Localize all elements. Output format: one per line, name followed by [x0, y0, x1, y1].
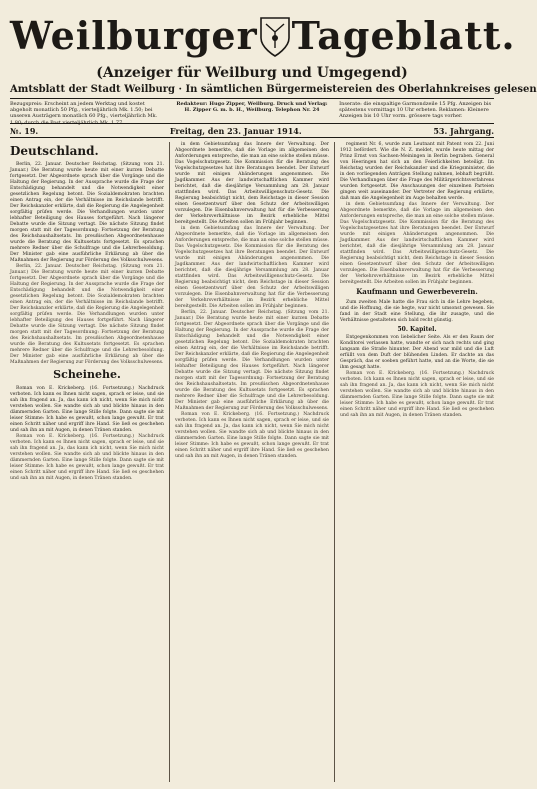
issue-date: Freitag, den 23. Januar 1914. [169, 125, 302, 136]
serial-novel-text: Entgegenkommen von liebelicher Seite. Als er den Raum der Konditorei verlassen hatte, wandte er sich nach rechts und ging langsam die Straße hinunter. Der Abend war mild und die Luft erfüllt von dem Duft der blühenden Linden. Er dachte an das Gespräch, das er soeben geführt hatte, und an die Worte, die sie ihm gesagt hatte. [340, 335, 494, 370]
article-text: Zum zweiten Male hatte die Frau sich in die Lehre begeben, und die Hoffnung, die sie hegte, war nicht umsonst gewesen. Sie fand in der Stadt eine Stellung, die ihr zusagte, und die Verhältnisse gestalteten sich bald recht günstig. [340, 300, 494, 323]
subscription-price: Bezugspreis: Erscheint an jedem Werktag und kostet abgeholt monatlich 50 Pfg., vierteljährlich Mk. 1.50; bei unseren Austrägern monatlich 60 Pfg., vierteljährlich Mk. 1.80; durch die Post vierteljährlich Mk. 1.77 [10, 101, 158, 126]
article-columns [10, 142, 494, 782]
masthead-subtitle: (Anzeiger für Weilburg und Umgegend) [96, 65, 408, 81]
publisher-info: Redakteur: Hugo Zipper, Weilburg. Druck und Verlag: H. Zipper G. m. b. H., Weilburg. Telephon Nr. 24 [176, 101, 328, 114]
article-text: Berlin, 22. Januar. Deutscher Reichstag. (Sitzung vom 21. Januar.) Die Beratung wurde heute mit einer kurzen Debatte fortgesetzt. Der Abgeordnete sprach über die Vorgänge und die Haltung der Regierung. In der Aussprache wurde die Frage der Entschädigung behandelt und die Notwendigkeit einer gesetzlichen Regelung betont. Die Sozialdemokraten brachten einen Antrag ein, der die Verhältnisse im Reichslande betrifft. Der Reichskanzler erklärte, daß die Regierung die Angelegenheit sorgfältig prüfen werde. Die Verhandlungen wurden unter lebhafter Beteiligung des Hauses fortgeführt. Nach längerer Debatte wurde die Sitzung vertagt. Die nächste Sitzung findet morgen statt mit der Tagesordnung: Fortsetzung der Beratung des Reichshaushaltsetats. Im preußischen Abgeordnetenhause wurde die Beratung des Kultusetats fortgesetzt. Es sprachen mehrere Redner über die Schulfrage und die Lehrerbesoldung. Der Minister gab eine ausführliche Erklärung ab über die Maßnahmen der Regierung zur Förderung des Volksschulwesens. [10, 162, 164, 263]
section-heading-feuilleton: Scheinehe. [53, 368, 121, 381]
article-text-continued: in dem Gebietsumfang das Innere der Verwaltung. Der Abgeordnete bemerkte, daß die Vorlage im allgemeinen den Anforderungen entspreche, die man an eine solche stellen müsse. Das Vogelschutzgesetz. Die Kommission für die Beratung des Vogelschutzgesetzes hat ihre Beratungen beendet. Der Entwurf wurde mit einigen Abänderungen angenommen. Die Jagdkammer. Aus der landwirtschaftlichen Kammer wird berichtet, daß die diesjährige Versammlung am 28. Januar stattfinden wird. Das Arbeitswilligenschutz-Gesetz. Die Regierung beabsichtigt nicht, dem Reichstage in dieser Session einen Gesetzentwurf über den Schutz der Arbeitswilligen vorzulegen. Die Eisenbahnverwaltung hat für die Verbesserung der Verkehrsverhältnisse im Bezirk erhebliche Mittel bereitgestellt. Die Arbeiten sollen im Frühjahr beginnen. [340, 202, 494, 285]
article-text: regiment Nr. 6, wurde zum Leutnant mit Patent vom 22. Juni 1912 befördert. Wie die N. Z. meldet, wurde heute mittag der Prinz Ernst von Sachsen-Meiningen in Berlin begraben. General von Heeringen hat sich an den Feierlichkeiten beteiligt. Im Reichstag wurden der Reichskanzler und die Kriegsminister, die in den vorliegenden Anträgen Stellung nahmen, lebhaft begrüßt. Die Verhandlungen über die Frage des Militärgerichtsverfahrens wurden fortgesetzt. Die Anschauungen der einzelnen Parteien gingen weit auseinander. Der Vertreter der Regierung erklärte, daß man die Angelegenheit im Auge behalten werde. [340, 142, 494, 201]
issue-number: №. 19. [10, 125, 39, 136]
masthead-title-right: Tageblatt. [291, 13, 516, 58]
section-heading-deutschland: Deutschland. [10, 144, 99, 158]
volume-number: 53. Jahrgang. [433, 125, 494, 136]
chapter-heading: 50. Kapitel. [397, 326, 437, 333]
column-left [10, 142, 164, 782]
column-middle [175, 142, 329, 782]
article-text: in dem Gebietsumfang das Innere der Verwaltung. Der Abgeordnete bemerkte, daß die Vorlage im allgemeinen den Anforderungen entspreche, die man an eine solche stellen müsse. Das Vogelschutzgesetz. Die Kommission für die Beratung des Vogelschutzgesetzes hat ihre Beratungen beendet. Der Entwurf wurde mit einigen Abänderungen angenommen. Die Jagdkammer. Aus der landwirtschaftlichen Kammer wird berichtet, daß die diesjährige Versammlung am 28. Januar stattfinden wird. Das Arbeitswilligenschutz-Gesetz. Die Regierung beabsichtigt nicht, dem Reichstage in dieser Session einen Gesetzentwurf über den Schutz der Arbeitswilligen vorzulegen. Die Eisenbahnverwaltung hat für die Verbesserung der Verkehrsverhältnisse im Bezirk erhebliche Mittel bereitgestellt. Die Arbeiten sollen im Frühjahr beginnen. [175, 142, 329, 225]
amtsblatt-line: Amtsblatt der Stadt Weilburg · In sämtlichen Bürgermeistereien des Oberlahnkreises gelesen [10, 84, 537, 95]
article-text-continued: Berlin, 22. Januar. Deutscher Reichstag. (Sitzung vom 21. Januar.) Die Beratung wurde heute mit einer kurzen Debatte fortgesetzt. Der Abgeordnete sprach über die Vorgänge und die Haltung der Regierung. In der Aussprache wurde die Frage der Entschädigung behandelt und die Notwendigkeit einer gesetzlichen Regelung betont. Die Sozialdemokraten brachten einen Antrag ein, der die Verhältnisse im Reichslande betrifft. Der Reichskanzler erklärte, daß die Regierung die Angelegenheit sorgfältig prüfen werde. Die Verhandlungen wurden unter lebhafter Beteiligung des Hauses fortgeführt. Nach längerer Debatte wurde die Sitzung vertagt. Die nächste Sitzung findet morgen statt mit der Tagesordnung: Fortsetzung der Beratung des Reichshaushaltsetats. Im preußischen Abgeordnetenhause wurde die Beratung des Kultusetats fortgesetzt. Es sprachen mehrere Redner über die Schulfrage und die Lehrerbesoldung. Der Minister gab eine ausführliche Erklärung ab über die Maßnahmen der Regierung zur Förderung des Volksschulwesens. [10, 264, 164, 365]
masthead [10, 8, 516, 64]
serial-novel-text-continued: Roman von E. Krickeberg. (16. Fortsetzung.) Nachdruck verboten. Ich kann es Ihnen nicht sagen, sprach er leise, und sie sah ihn fragend an. Ja, das kann ich nicht, wenn Sie mich nicht verstehen wollen. Sie wandte sich ab und blickte hinaus in den dämmernden Garten. Eine lange Stille folgte. Dann sagte sie mit leiser Stimme: Ich habe es gewußt, schon lange gewußt. Er trat einen Schritt näher und ergriff ihre Hand. Sie ließ es geschehen und sah ihn an mit Augen, in denen Tränen standen. [340, 371, 494, 418]
divider [10, 98, 494, 99]
masthead-title-left: Weilburger [10, 13, 258, 58]
serial-novel-text: Roman von E. Krickeberg. (16. Fortsetzung.) Nachdruck verboten. Ich kann es Ihnen nicht sagen, sprach er leise, und sie sah ihn fragend an. Ja, das kann ich nicht, wenn Sie mich nicht verstehen wollen. Sie wandte sich ab und blickte hinaus in den dämmernden Garten. Eine lange Stille folgte. Dann sagte sie mit leiser Stimme: Ich habe es gewußt, schon lange gewußt. Er trat einen Schritt näher und ergriff ihre Hand. Sie ließ es geschehen und sah ihn an mit Augen, in denen Tränen standen. [10, 386, 164, 433]
column-divider [334, 142, 335, 782]
column-divider [169, 142, 170, 782]
coat-of-arms-icon [258, 12, 292, 60]
section-heading-local: Kaufmann und Gewerbeverein. [356, 287, 478, 296]
publication-info [10, 101, 494, 126]
advertising-rates: Inserate: die einspaltige Garmondzeile 15 Pfg. Anzeigen bis spätestens vormittags 10 Uhr erbeten. Reklamen: Kleinere Anzeigen bis 10 Uhr vorm. grössere tags vorher. [339, 101, 492, 120]
article-text-continued: Roman von E. Krickeberg. (16. Fortsetzung.) Nachdruck verboten. Ich kann es Ihnen nicht sagen, sprach er leise, und sie sah ihn fragend an. Ja, das kann ich nicht, wenn Sie mich nicht verstehen wollen. Sie wandte sich ab und blickte hinaus in den dämmernden Garten. Eine lange Stille folgte. Dann sagte sie mit leiser Stimme: Ich habe es gewußt, schon lange gewußt. Er trat einen Schritt näher und ergriff ihre Hand. Sie ließ es geschehen und sah ihn an mit Augen, in denen Tränen standen. [175, 412, 329, 459]
article-text-continued: in dem Gebietsumfang das Innere der Verwaltung. Der Abgeordnete bemerkte, daß die Vorlage im allgemeinen den Anforderungen entspreche, die man an eine solche stellen müsse. Das Vogelschutzgesetz. Die Kommission für die Beratung des Vogelschutzgesetzes hat ihre Beratungen beendet. Der Entwurf wurde mit einigen Abänderungen angenommen. Die Jagdkammer. Aus der landwirtschaftlichen Kammer wird berichtet, daß die diesjährige Versammlung am 28. Januar stattfinden wird. Das Arbeitswilligenschutz-Gesetz. Die Regierung beabsichtigt nicht, dem Reichstage in dieser Session einen Gesetzentwurf über den Schutz der Arbeitswilligen vorzulegen. Die Eisenbahnverwaltung hat für die Verbesserung der Verkehrsverhältnisse im Bezirk erhebliche Mittel bereitgestellt. Die Arbeiten sollen im Frühjahr beginnen. [175, 226, 329, 309]
serial-novel-text-continued: Roman von E. Krickeberg. (16. Fortsetzung.) Nachdruck verboten. Ich kann es Ihnen nicht sagen, sprach er leise, und sie sah ihn fragend an. Ja, das kann ich nicht, wenn Sie mich nicht verstehen wollen. Sie wandte sich ab und blickte hinaus in den dämmernden Garten. Eine lange Stille folgte. Dann sagte sie mit leiser Stimme: Ich habe es gewußt, schon lange gewußt. Er trat einen Schritt näher und ergriff ihre Hand. Sie ließ es geschehen und sah ihn an mit Augen, in denen Tränen standen. [10, 434, 164, 481]
article-text-continued: Berlin, 22. Januar. Deutscher Reichstag. (Sitzung vom 21. Januar.) Die Beratung wurde heute mit einer kurzen Debatte fortgesetzt. Der Abgeordnete sprach über die Vorgänge und die Haltung der Regierung. In der Aussprache wurde die Frage der Entschädigung behandelt und die Notwendigkeit einer gesetzlichen Regelung betont. Die Sozialdemokraten brachten einen Antrag ein, der die Verhältnisse im Reichslande betrifft. Der Reichskanzler erklärte, daß die Regierung die Angelegenheit sorgfältig prüfen werde. Die Verhandlungen wurden unter lebhafter Beteiligung des Hauses fortgeführt. Nach längerer Debatte wurde die Sitzung vertagt. Die nächste Sitzung findet morgen statt mit der Tagesordnung: Fortsetzung der Beratung des Reichshaushaltsetats. Im preußischen Abgeordnetenhause wurde die Beratung des Kultusetats fortgesetzt. Es sprachen mehrere Redner über die Schulfrage und die Lehrerbesoldung. Der Minister gab eine ausführliche Erklärung ab über die Maßnahmen der Regierung zur Förderung des Volksschulwesens. [175, 310, 329, 411]
column-right [340, 142, 494, 782]
